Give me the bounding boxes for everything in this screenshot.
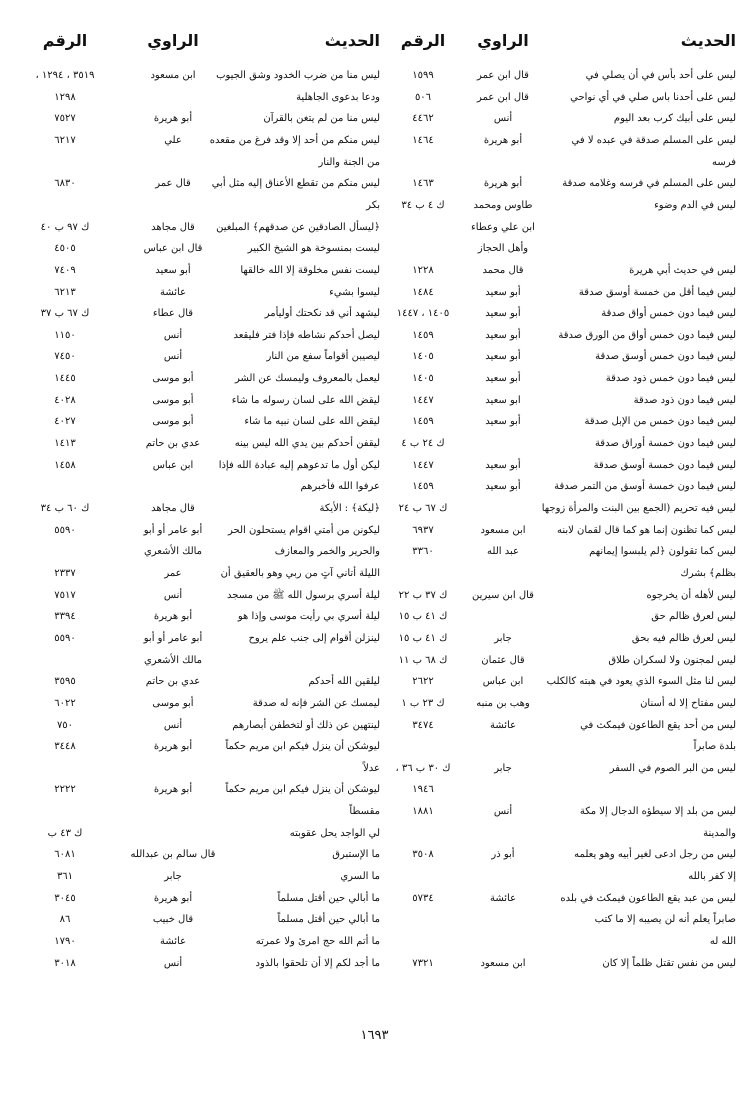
number-left-cell: ٧٥٠ [56, 719, 74, 731]
narrator-right-cell: ابن مسعود [480, 957, 526, 969]
hadith-left-cell: لينزلن أقوام إلى جنب علم يروح [248, 632, 380, 644]
narrator-right-cell: أبو سعيد [485, 481, 521, 493]
number-left-cell: ك ٩٧ ب ٤٠ [40, 221, 90, 233]
hadith-right-cell: ليس فيما دون خمسة أوسق صدقة [593, 459, 736, 471]
narrator-left-cell: قال سالم بن عبدالله [130, 849, 216, 861]
number-right-cell: ١٤٠٥ ، ١٤٤٧ [396, 308, 450, 320]
table-row [14, 909, 736, 930]
table-row [14, 65, 736, 86]
number-right-cell: ١٤٤٧ [412, 459, 434, 471]
number-left-cell: ٥٥٩٠ [54, 524, 76, 536]
narrator-left-cell: قال مجاهد [151, 503, 195, 514]
narrator-right-cell: أبو هريرة [483, 178, 523, 190]
number-right-cell: ٧٣٢١ [412, 957, 434, 969]
hadith-left-cell: والحرير والخمر والمعازف [274, 546, 380, 558]
table-row [14, 888, 736, 909]
header-number-left: الرقم [42, 31, 88, 50]
hadith-left-cell: ما أبالي حين أقتل مسلماً [277, 892, 380, 904]
number-left-cell: ٨٦ [59, 914, 71, 926]
narrator-right-cell: أبو سعيد [485, 416, 521, 428]
hadith-right-cell: ليس فيه تحريم (الجمع بين البنت والمرأة زوجها [541, 503, 736, 514]
table-row [14, 953, 736, 974]
hadith-right-cell: ليس فيما دون خمس ذود صدقة [605, 373, 736, 385]
hadith-left-cell: ﴿ليسأل الصادقين عن صدقهم﴾ المبلغين [216, 221, 380, 233]
table-row [14, 152, 736, 173]
hadith-right-cell: ليس كما تظنون إنما هو كما قال لقمان لابنه [557, 524, 736, 536]
number-right-cell: ٢٦٢٢ [412, 676, 434, 688]
narrator-left-cell: عمر [164, 567, 182, 579]
number-right-cell: ١٥٩٩ [412, 70, 434, 81]
hadith-right-cell: ليس من البر الصوم في السفر [609, 762, 736, 774]
hadith-right-cell: ليس على المسلم في فرسه وغلامه صدقة [562, 178, 736, 190]
narrator-right-cell: قال ابن عمر [477, 70, 529, 81]
header-number-right: الرقم [400, 31, 446, 50]
number-left-cell: ٦٢١٣ [54, 286, 76, 298]
hadith-right-cell: ليس فيما دون خمسة أوسق من التمر صدقة [554, 481, 736, 493]
narrator-right-cell: أبو سعيد [485, 286, 521, 298]
narrator-left-cell: عدي بن حاتم [145, 676, 201, 688]
hadith-right-cell: ليس على المسلم صدقة في عبده لا في [571, 134, 736, 146]
narrator-left-cell: أبو سعيد [155, 264, 191, 276]
number-left-cell: ٣٠٤٥ [54, 892, 76, 904]
number-right-cell: ١٨٨١ [412, 806, 434, 818]
number-right-cell: ٦٩٣٧ [412, 524, 434, 536]
hadith-right-cell: ليس من نفس تقتل ظلماً إلا كان [602, 957, 736, 969]
number-right-cell: ك ٤١ ب ١٥ [398, 611, 448, 623]
narrator-left-cell: أبو هريرة [153, 741, 193, 753]
narrator-right-cell: أبو ذر [491, 849, 515, 861]
narrator-left-cell: عائشة [159, 286, 187, 298]
table-row [14, 823, 736, 844]
narrator-left-cell: أبو هريرة [153, 113, 193, 125]
hadith-left-cell: ليقفن أحدكم بين يدي الله ليس بينه [234, 438, 380, 450]
hadith-left-cell: ليس منكم من تقطع الأعناق إليه مثل أبي [211, 178, 380, 190]
hadith-right-cell: ليس فيما دون خمس أوسق صدقة [595, 351, 736, 363]
table-row [14, 368, 736, 389]
table-row [14, 585, 736, 606]
narrator-right-cell: أبو هريرة [483, 134, 523, 146]
narrator-right-cell: أبو سعيد [485, 459, 521, 471]
table-row [14, 173, 736, 194]
hadith-right-cell: ليس في الدم وضوء [654, 199, 736, 211]
narrator-left-cell: أنس [163, 351, 183, 363]
hadith-right-cell: الله له [709, 936, 736, 947]
narrator-left-cell: أنس [163, 719, 183, 731]
hadith-right-cell: فرسه [711, 156, 736, 168]
narrator-right-cell: أنس [493, 113, 513, 125]
table-row [14, 736, 736, 757]
narrator-right-cell: ابن عباس [482, 676, 524, 688]
number-right-cell: ١٤٦٣ [412, 178, 434, 190]
hadith-left-cell: ليعمل بالمعروف وليمسك عن الشر [234, 373, 380, 385]
hadith-right-cell: ليس فيما دون ذود صدقة [633, 394, 736, 406]
table-row [14, 693, 736, 714]
hadith-right-cell: ليس لمجنون ولا لسكران طلاق [608, 654, 736, 666]
number-left-cell: ٧٥٢٧ [54, 113, 76, 125]
number-right-cell: ١٩٤٦ [412, 784, 434, 796]
hadith-left-cell: ليست بمنسوخة هو الشيخ الكبير [247, 243, 380, 255]
table-row [14, 476, 736, 497]
table-row [14, 541, 736, 562]
number-right-cell: ١٤٨٤ [412, 286, 434, 298]
number-left-cell: ١٢٩٨ [54, 91, 76, 103]
number-left-cell: ك ٦٠ ب ٣٤ [40, 503, 90, 514]
hadith-right-cell: ليس فيما دون خمسة أوراق صدقة [594, 438, 736, 450]
hadith-right-cell: ليس فيما أقل من خمسة أوسق صدقة [578, 286, 736, 298]
header-hadith-left: الحديث [324, 31, 380, 50]
number-right-cell: ك ٣٧ ب ٢٢ [398, 589, 448, 601]
number-right-cell: ١٤٠٥ [412, 373, 434, 385]
table-row [14, 563, 736, 584]
narrator-left-cell: ابن مسعود [150, 70, 196, 81]
number-right-cell: ٣٥٠٨ [412, 849, 434, 861]
hadith-right-cell: ليس فيما دون خمس أواق صدقة [601, 308, 736, 320]
number-right-cell: ٥٠٦ [414, 91, 432, 103]
narrator-left-cell: مالك الأشعري [143, 546, 203, 558]
narrator-left-cell: أبو هريرة [153, 892, 193, 904]
table-row [14, 303, 736, 324]
narrator-right-cell: أبو سعيد [485, 308, 521, 320]
number-left-cell: ٤٠٢٧ [54, 416, 76, 428]
number-right-cell: ٣٤٧٤ [412, 719, 434, 731]
number-left-cell: ك ٦٧ ب ٣٧ [40, 308, 90, 320]
narrator-left-cell: أبو موسى [152, 697, 194, 709]
number-right-cell: ٤٤٦٢ [412, 113, 434, 125]
narrator-left-cell: أبو هريرة [153, 611, 193, 623]
column-headers [14, 30, 736, 51]
number-right-cell: ٥٧٣٤ [412, 892, 434, 904]
number-left-cell: ١٤١٣ [54, 438, 76, 450]
hadith-left-cell: عرفوا الله فأخبرهم [300, 481, 380, 493]
number-right-cell: ك ٤١ ب ١٥ [398, 632, 448, 644]
narrator-left-cell: قال عطاء [152, 308, 194, 320]
table-row [14, 108, 736, 129]
narrator-right-cell: أبو سعيد [485, 329, 521, 341]
number-left-cell: ٣٠١٨ [54, 957, 76, 969]
table-row [14, 779, 736, 800]
hadith-left-cell: ليصل أحدكم نشاطه فإذا فتر فليقعد [233, 329, 380, 341]
table-row [14, 260, 736, 281]
hadith-right-cell: ليس لنا مثل السوء الذي يعود في هبته كالكلب [546, 676, 736, 688]
table-row [14, 87, 736, 108]
hadith-left-cell: ودعا بدعوى الجاهلية [296, 91, 380, 103]
table-row [14, 520, 736, 541]
hadith-left-cell: ليست نفس مخلوقة إلا الله خالقها [240, 264, 380, 276]
narrator-left-cell: أبو عامر أو أبو [143, 524, 203, 536]
number-left-cell: ٤٥٠٥ [54, 243, 76, 255]
hadith-right-cell: ليس لعرق ظالم فيه بحق [631, 632, 736, 644]
table-row [14, 433, 736, 454]
hadith-right-cell: ليس فيما دون خمس من الإبل صدقة [584, 416, 736, 428]
number-left-cell: ٦٢١٧ [54, 134, 76, 146]
table-row [14, 866, 736, 887]
hadith-right-cell: ليس من رجل ادعى لغير أبيه وهو يعلمه [574, 849, 736, 861]
narrator-right-cell: قال ابن عمر [477, 91, 529, 103]
hadith-right-cell: ليس من بلد إلا سيطؤه الدجال إلا مكة [579, 806, 736, 818]
number-left-cell: ٧٤٠٩ [54, 264, 76, 276]
narrator-right-cell: ابن مسعود [480, 524, 526, 536]
header-hadith-right: الحديث [680, 31, 736, 50]
hadith-left-cell: ليسوا بشيء [329, 286, 380, 298]
hadith-left-cell: ليوشكن أن ينزل فيكم ابن مريم حكماً [225, 741, 380, 753]
number-left-cell: ٦٠٢٢ [54, 697, 76, 709]
hadith-right-cell: ليس على أحد بأس في أن يصلي في [585, 70, 736, 81]
number-right-cell: ٣٣٦٠ [412, 546, 434, 558]
narrator-left-cell: أنس [163, 329, 183, 341]
table-row [14, 282, 736, 303]
narrator-right-cell: ابن علي وعطاء [471, 221, 535, 233]
hadith-left-cell: ليقض الله على لسان رسوله ما شاء [231, 394, 380, 406]
narrator-left-cell: جابر [164, 871, 182, 883]
number-right-cell: ك ٢٤ ب ٤ [401, 438, 445, 450]
hadith-left-cell: عدلاً [363, 762, 380, 774]
hadith-left-cell: بكر [366, 199, 380, 211]
number-left-cell: ٤٠٢٨ [54, 394, 76, 406]
hadith-right-cell: ليس لعرق ظالم حق [651, 611, 736, 623]
narrator-left-cell: أبو موسى [152, 394, 194, 406]
hadith-left-cell: الليلة أتاني آتٍ من ربي وهو بالعقيق أن [220, 567, 380, 579]
hadith-left-cell: مقسطاً [349, 806, 380, 818]
narrator-right-cell: عائشة [489, 719, 517, 731]
narrator-left-cell: قال خبيب [152, 914, 194, 926]
table-row [14, 455, 736, 476]
table-row [14, 195, 736, 216]
table-row [14, 671, 736, 692]
number-right-cell: ١٤٦٤ [412, 134, 434, 146]
number-left-cell: ٣٥٩٥ [54, 676, 76, 688]
hadith-left-cell: ما أتم الله حج امرئ ولا عمرته [255, 936, 380, 947]
number-left-cell: ٧٤٥٠ [54, 351, 76, 363]
hadith-left-cell: ليس منا من لم يتغن بالقرآن [263, 113, 380, 125]
hadith-right-cell: إلا كفر بالله [688, 871, 736, 883]
number-right-cell: ١٢٢٨ [412, 264, 434, 276]
hadith-left-cell: ليلقين الله أحدكم [308, 676, 380, 688]
hadith-right-cell: ليس في حديث أبي هريرة [629, 264, 736, 276]
hadith-right-cell: ليس على أحدنا باس صلي في أي نواحي [570, 91, 736, 103]
hadith-right-cell: ليس فيما دون خمس أواق من الورق صدقة [558, 329, 736, 341]
narrator-left-cell: ابن عباس [152, 459, 194, 471]
table-row [14, 238, 736, 259]
narrator-right-cell: عائشة [489, 892, 517, 904]
hadith-left-cell: ليكن أول ما تدعوهم إليه عبادة الله فإذا [218, 459, 380, 471]
narrator-right-cell: قال ابن سيرين [472, 589, 534, 601]
narrator-right-cell: وأهل الحجاز [477, 243, 529, 255]
hadith-left-cell: من الجنة والنار [318, 156, 380, 168]
hadith-left-cell: ليصيبن أقواماً سفع من النار [266, 351, 380, 363]
number-left-cell: ٢٢٢٢ [54, 784, 76, 796]
number-left-cell: ٦٠٨١ [54, 849, 76, 861]
narrator-left-cell: أبو هريرة [153, 784, 193, 796]
hadith-left-cell: ﴿ليكة﴾ : الأيكة [319, 503, 380, 514]
hadith-left-cell: ليلة أسري برسول الله ﷺ من مسجد [227, 589, 380, 601]
narrator-left-cell: أنس [163, 589, 183, 601]
hadith-right-cell: ليس من عبد يقع الطاعون فيمكث في بلده [560, 892, 736, 904]
number-right-cell: ك ٦٧ ب ٢٤ [398, 503, 448, 514]
number-left-cell: ٣٣٩٤ [54, 611, 76, 623]
header-narrator-left: الراوي [147, 31, 199, 50]
hadith-right-cell: بلدة صابراً [693, 741, 736, 753]
hadith-left-cell: ليس منكم من أحد إلا وقد فرغ من مقعده [209, 134, 380, 146]
number-left-cell: ٣٥١٩ ، ١٢٩٤ ، [35, 70, 95, 81]
table-row [14, 411, 736, 432]
narrator-left-cell: أبو عامر أو أبو [143, 632, 203, 644]
narrator-right-cell: ابو سعيد [485, 394, 521, 406]
table-row [14, 628, 736, 649]
narrator-right-cell: قال عثمان [481, 654, 525, 666]
number-right-cell: ١٤٤٧ [412, 394, 434, 406]
narrator-right-cell: جابر [494, 762, 512, 774]
number-left-cell: ١٤٤٥ [54, 373, 76, 385]
number-right-cell: ك ٢٣ ب ١ [401, 697, 445, 709]
table-row [14, 758, 736, 779]
table-row [14, 217, 736, 238]
table-row [14, 650, 736, 671]
table-row [14, 715, 736, 736]
table-row [14, 844, 736, 865]
narrator-left-cell: قال مجاهد [151, 221, 195, 233]
hadith-right-cell: ليس من أحد يقع الطاعون فيمكث في [580, 719, 736, 731]
hadith-left-cell: ليكونن من أمتي اقوام يستحلون الحر [228, 524, 380, 536]
hadith-right-cell: ليس على أبيك كرب بعد اليوم [613, 113, 736, 125]
table-row [14, 325, 736, 346]
narrator-left-cell: أبو موسى [152, 416, 194, 428]
number-left-cell: ١١٥٠ [54, 329, 76, 341]
hadith-left-cell: ما السري [340, 871, 380, 883]
number-right-cell: ك ٣٠ ب ٣٦ ، [395, 762, 451, 774]
number-right-cell: ك ٦٨ ب ١١ [398, 654, 448, 666]
number-left-cell: ك ٤٣ ب [47, 827, 83, 839]
header-narrator-right: الراوي [477, 31, 529, 50]
narrator-left-cell: عائشة [159, 936, 187, 947]
narrator-right-cell: عبد الله [487, 546, 519, 558]
narrator-left-cell: أنس [163, 957, 183, 969]
narrator-right-cell: أنس [493, 806, 513, 818]
hadith-right-cell: صابراً يعلم أنه لن يصيبه إلا ما كتب [594, 914, 736, 926]
hadith-left-cell: ما أجد لكم إلا أن تلحقوا بالذود [255, 957, 380, 969]
hadith-right-cell: بظلم﴾ بشرك [680, 567, 736, 579]
hadith-left-cell: ما أبالي حين أقتل مسلماً [277, 914, 380, 926]
number-right-cell: ١٤٥٩ [412, 329, 434, 341]
hadith-right-cell: ليس مفتاح إلا له أسنان [640, 697, 736, 709]
table-row [14, 931, 736, 952]
hadith-right-cell: والمدينة [703, 827, 736, 839]
hadith-left-cell: ليقض الله على لسان نبيه ما شاء [244, 416, 380, 428]
number-left-cell: ١٧٩٠ [54, 936, 76, 947]
narrator-left-cell: قال عمر [155, 178, 191, 190]
narrator-right-cell: وهب بن منبه [476, 697, 530, 709]
hadith-left-cell: ليمسك عن الشر فإنه له صدقة [252, 697, 380, 709]
hadith-right-cell: ليس لأهله أن يخرجوه [646, 589, 736, 601]
number-left-cell: ٥٥٩٠ [54, 632, 76, 644]
narrator-left-cell: قال ابن عباس [143, 243, 203, 255]
number-right-cell: ١٤٥٩ [412, 416, 434, 428]
hadith-left-cell: لينتهين عن ذلك أو لتخطفن أبصارهم [232, 719, 380, 731]
narrator-right-cell: طاوس ومحمد [473, 199, 533, 211]
number-left-cell: ٣٤٤٨ [54, 741, 76, 753]
number-left-cell: ٣٦١ [56, 871, 74, 883]
number-left-cell: ٢٣٣٧ [54, 567, 76, 579]
hadith-left-cell: ليوشكن أن ينزل فيكم ابن مريم حكماً [225, 784, 380, 796]
hadith-left-cell: ليس منا من ضرب الخدود وشق الجيوب [216, 70, 380, 81]
hadith-left-cell: ليلة أسري بي رأيت موسى وإذا هو [237, 611, 380, 623]
hadith-left-cell: ما الإستبرق [332, 849, 380, 861]
narrator-right-cell: قال محمد [482, 264, 524, 276]
hadith-left-cell: ليشهد أني قد نكحتك أوليأمر [264, 308, 380, 320]
hadith-right-cell: ليس كما تقولون ﴿لم يلبسوا إيمانهم [589, 546, 736, 558]
table-row [14, 130, 736, 151]
narrator-right-cell: جابر [494, 632, 512, 644]
number-right-cell: ١٤٥٩ [412, 481, 434, 493]
narrator-right-cell: أبو سعيد [485, 373, 521, 385]
table-row [14, 606, 736, 627]
number-left-cell: ١٤٥٨ [54, 459, 76, 471]
table-row [14, 801, 736, 822]
narrator-left-cell: علي [164, 134, 182, 146]
hadith-left-cell: لي الواجد يحل عقوبته [289, 827, 380, 839]
table-row [14, 390, 736, 411]
narrator-left-cell: عدي بن حاتم [145, 438, 201, 450]
number-left-cell: ٧٥١٧ [54, 589, 76, 601]
page-number: ١٦٩٣ [360, 1028, 389, 1043]
narrator-right-cell: أبو سعيد [485, 351, 521, 363]
narrator-left-cell: مالك الأشعري [143, 654, 203, 666]
number-right-cell: ك ٤ ب ٣٤ [401, 199, 445, 211]
table-row [14, 346, 736, 367]
number-right-cell: ١٤٠٥ [412, 351, 434, 363]
number-left-cell: ٦٨٣٠ [54, 178, 76, 190]
table-row [14, 498, 736, 519]
narrator-left-cell: أبو موسى [152, 373, 194, 385]
